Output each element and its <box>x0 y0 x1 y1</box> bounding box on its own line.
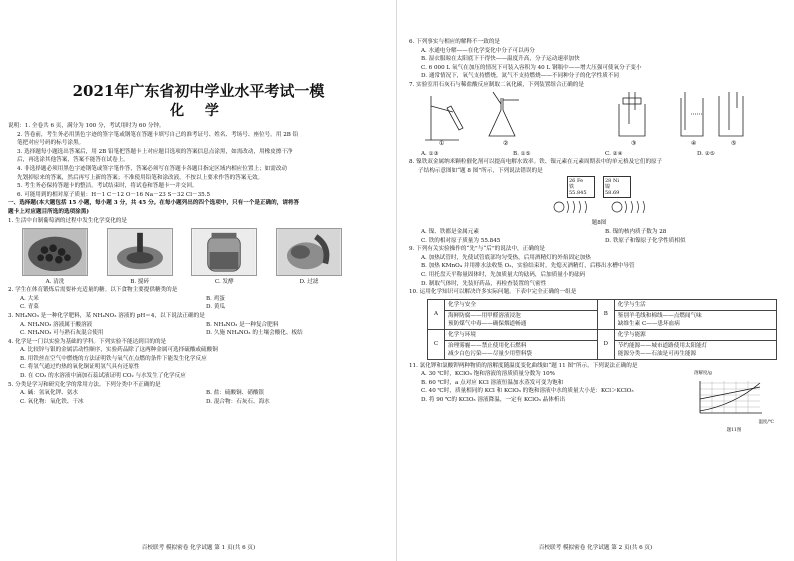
page-right <box>397 0 794 561</box>
option-b[interactable]: B. ①⑤ <box>513 150 531 157</box>
q2-stem: 2. 学生在体育锻炼后需要补充适量的糖。以下食物主要提供糖类的是 <box>8 287 178 294</box>
instructions <box>8 122 392 406</box>
q5-stem: 5. 分类是学习和研究化学的常用方法。下列分类中不正确的是 <box>8 381 161 388</box>
option-a[interactable]: A. 比较锌与银的金属活动性顺序，实验药品除了这两种金属可选择硫酸或硫酸铜 <box>20 347 218 354</box>
option-b[interactable]: B. 60 ℃时，a 点对应 KCl 溶液恒温加水蒸发可变为饱和 <box>421 379 564 386</box>
option-a[interactable]: A. ①③ <box>421 150 439 157</box>
instruction-line: 5. 考生务必保持答题卡的整洁。考试结束时，将试卷和答题卡一并交回。 <box>17 183 198 190</box>
instruction-line: 说明：1. 全卷共 6 页，满分为 100 分，考试用时为 60 分钟。 <box>8 123 165 129</box>
atomic-structure-diagram <box>419 199 779 215</box>
solubility-curve <box>694 379 764 415</box>
option-d[interactable]: D. 混合物：石灰石、海水 <box>206 398 270 405</box>
option-d[interactable]: D. 黄瓜 <box>206 304 226 311</box>
element-cell-ni <box>603 176 631 198</box>
solubility-chart <box>694 370 774 436</box>
instruction-line: 6. 可能用到的相对原子质量：H－1 C－12 O－16 Na－23 S－32 Cl－35.5 <box>17 191 211 198</box>
q11-options <box>409 370 694 436</box>
instruction-line: 笔把对应号码的标号涂黑。 <box>17 140 85 147</box>
q7-stem: 7. 实验室用石灰石与稀盐酸反应制取二氧化碳，下列装置组合正确的是 <box>409 81 584 88</box>
instruction-line: 3. 选择题每小题选出答案后，用 2B 铅笔把答题卡上对应题目选项的答案信息点涂黑，如需改动，用橡皮擦干净 <box>17 148 293 155</box>
right-questions <box>409 38 789 436</box>
table-line: 治理雾霾——禁止使用化石燃料 <box>448 342 527 349</box>
option-c[interactable]: C. 青菜 <box>20 304 39 311</box>
option-b[interactable]: B. 加热 KMnO₄ 并用排水法收集 O₂，实验结束时，先熄灭酒精灯，后移出水槽中导管 <box>421 263 635 270</box>
table-line: 能源分类——石油是可再生能源 <box>617 350 697 357</box>
q10-stem: 10. 运用化学知识可以解决许多实际问题。下表中完全正确的一组是 <box>409 289 577 296</box>
chart-xlabel: 温度/℃ <box>758 419 774 425</box>
option-c[interactable]: C. 将氢气通过灼热的氧化铜证明氢气具有还原性 <box>20 364 140 371</box>
option-a[interactable]: A. 碱：氢氧化钾、氨水 <box>20 390 78 397</box>
q1-options <box>22 278 342 286</box>
option-d[interactable]: D. 铁原子和镍原子化学性质相似 <box>605 237 686 244</box>
instruction-line: 4. 非选择题必须用黑色字迹钢笔或签字笔作答，答案必须写在答题卡各题目指定区域内相应位置上；如需改动 <box>17 165 288 172</box>
option-c[interactable]: C. 用托盘天平称量固体时，先加质量大的砝码，后加质量小的砝码 <box>421 271 586 278</box>
q3-options-row <box>8 329 392 338</box>
q3-options-row <box>8 321 392 330</box>
element-name: 铁 <box>569 184 575 191</box>
table-cell-heading: 化学与环境 <box>445 329 598 340</box>
option-a[interactable]: A. 清洗 <box>45 279 65 286</box>
table-cell <box>614 340 776 359</box>
q8-fig-caption: 题8图 <box>591 220 607 227</box>
option-b[interactable]: B. 鸡蛋 <box>206 295 225 302</box>
table-cell-heading: 化学与能源 <box>614 329 776 340</box>
chart-fig-caption: 题11图 <box>726 428 742 434</box>
page-footer: 百校联考 模拟密卷 化学试题 第 1 页(共 6 页) <box>141 545 256 551</box>
option-d[interactable]: D. 在 CO₂ 的水溶液中滴加石蕊试液证明 CO₂ 与水发生了化学反应 <box>20 373 186 380</box>
q11-body <box>409 370 789 436</box>
apparatus-figure <box>419 90 779 146</box>
table-cell-heading: 化学与安全 <box>445 299 598 310</box>
table-line: 节约能源——城市道路使用太阳能灯 <box>617 342 708 349</box>
q5-options-row <box>8 389 392 398</box>
option-b[interactable]: B. 搅碎 <box>130 279 150 286</box>
option-d[interactable]: D. 制取气体时，先装好药品，再检查装置的气密性 <box>421 280 547 287</box>
table-line: 鉴别羊毛线和棉线——点燃闻气味 <box>617 312 702 319</box>
table-cell <box>445 340 598 359</box>
option-d[interactable]: D. ②⑤ <box>697 150 715 157</box>
table-line: 海鲜防腐——用甲醛溶液浸泡 <box>448 312 521 319</box>
chart-ylabel: 溶解度/g <box>694 371 712 377</box>
option-a[interactable]: A. 30 ℃时，KClO₃ 饱和溶液的溶质质量分数为 10% <box>421 371 555 378</box>
table-cell <box>614 310 776 329</box>
element-name: 镍 <box>605 184 611 191</box>
table-line: 预防煤气中毒——确保烟道畅通 <box>448 320 527 327</box>
apparatus-label: ③ <box>631 139 637 146</box>
atomic-mass: 55.845 <box>569 190 587 197</box>
section-heading: 一、选择题(本大题包括 15 小题，每小题 3 分，共 45 分。在每小题列出的四个选项中，只有一个是正确的，请将答 <box>8 200 300 207</box>
q5-options-row <box>8 398 392 407</box>
q2-options-row <box>8 295 392 304</box>
atomic-mass: 58.69 <box>605 190 620 197</box>
option-a[interactable]: A <box>428 299 445 329</box>
table-line: 缺维生素 C——患坏血病 <box>617 320 680 327</box>
option-c[interactable]: C. 铁的相对原子质量为 55.845 <box>421 237 501 244</box>
option-d[interactable]: D. 过滤 <box>299 279 319 286</box>
option-b[interactable]: B. 湿衣服晾在太阳底下干得快——温度升高，分子运动速率加快 <box>421 56 580 63</box>
table-cell <box>445 310 598 329</box>
option-c[interactable]: C. 发酵 <box>214 279 234 286</box>
option-a[interactable]: A. 水通电分解——在化学变化中分子可以再分 <box>421 47 535 54</box>
q8-stem-cont: 子结构示意图如“题 8 图”所示，下列说法错误的是 <box>418 167 543 174</box>
q8-options-row <box>409 237 789 246</box>
apparatus-label: ⑤ <box>731 139 737 146</box>
table-line: 减少白色污染——尽量少用塑料袋 <box>448 350 532 357</box>
q2-options-row <box>8 303 392 312</box>
option-c[interactable]: C. ②④ <box>605 150 623 157</box>
element-symbol: Ni <box>612 178 619 185</box>
option-d[interactable]: D. 通常情况下，氧气支持燃烧，氮气不支持燃烧——不同种分子的化学性质不同 <box>421 73 620 80</box>
option-b[interactable]: B. 镍的核内质子数为 28 <box>605 228 667 235</box>
instruction-line: 后，再选涂其他答案，答案不能答在试卷上。 <box>17 157 129 164</box>
q8-stem: 8. 镍铁双金属纳米颗粒催化剂可以提高电解水效率。铁、镍元素在元素周期表中的单元格及它们的原子 <box>409 159 663 166</box>
option-c[interactable]: C. 40 ℃时，质量相同的 KCl 和 KClO₃ 的饱和溶液中水的质量大小是：KCl＞KClO₃ <box>421 388 634 395</box>
option-a[interactable]: A. 镍、铁都是金属元素 <box>421 228 479 235</box>
instruction-line: 先划掉原来的答案，然后再写上新的答案；不准使用铅笔和涂改液。不按以上要求作答的答案无效。 <box>17 174 264 181</box>
apparatus-label: ② <box>503 139 509 146</box>
option-c[interactable]: C. NH₄NO₃ 可与熟石灰混合使用 <box>20 330 104 337</box>
q1-stem: 1. 生活中自制葡萄酒的过程中发生化学变化的是 <box>8 217 127 224</box>
washing-grapes-image <box>22 228 88 276</box>
option-c[interactable]: C. 6 000 L 氧气在加压的情况下可装入容积为 40 L 钢瓶中——增大压强可使氧分子变小 <box>421 64 642 71</box>
option-c[interactable]: C <box>428 329 445 359</box>
option-d[interactable]: D. 将 90 ℃的 KClO₃ 溶液降温，一定有 KClO₃ 晶体析出 <box>421 397 566 404</box>
exam-title: 2021年广东省初中学业水平考试一模 <box>72 82 325 100</box>
q11-stem: 11. 氯化钾和氯酸钾两种物质的溶解度随温度变化曲线如“题 11 图”所示。下列说法正确的是 <box>409 362 638 369</box>
element-cell-fe <box>567 176 595 198</box>
option-b[interactable]: B <box>597 299 614 329</box>
element-cells <box>409 176 789 198</box>
apparatus-label: ④ <box>691 139 697 146</box>
crushing-image <box>107 228 173 276</box>
page-footer: 百校联考 模拟密卷 化学试题 第 2 页(共 6 页) <box>538 545 653 551</box>
apparatus-label: ① <box>439 139 445 146</box>
filtering-image <box>276 228 342 276</box>
instruction-line: 2. 答卷前，考生务必用黑色字迹的签字笔或钢笔在答题卡填写自己的准考证号、姓名、考场号、座位号。用 2B 铅 <box>17 131 299 138</box>
option-a[interactable]: A. 大米 <box>20 295 39 302</box>
option-b[interactable]: B. 盐：硫酸铜、硝酸银 <box>206 390 265 397</box>
atomic-number: 26 <box>569 178 576 185</box>
element-symbol: Fe <box>576 178 584 185</box>
q4-stem: 4. 化学是一门以实验为基础的学科。下列实验不能达到目的的是 <box>8 338 167 345</box>
option-a[interactable]: A. 加热试管时，先使试管底部均匀受热，后用酒精灯的外焰固定加热 <box>421 254 591 261</box>
q6-stem: 6. 下列事实与相应的解释不一致的是 <box>409 39 501 45</box>
fermenting-jar-image <box>191 228 257 276</box>
q9-stem: 9. 下列有关实验操作的“先”与“后”的说法中，正确的是 <box>409 246 546 253</box>
atomic-number: 28 <box>605 178 612 185</box>
section-heading-cont: 题卡上对应题目所选的选项涂黑) <box>8 208 89 215</box>
option-b[interactable]: B. 用铁丝在空气中燃烧的方法证明铁与氧气在点燃的条件下能发生化学反应 <box>20 355 207 362</box>
table-cell-heading: 化学与生活 <box>614 299 776 310</box>
q10-table <box>427 299 777 360</box>
exam-subject: 化 学 <box>170 103 227 119</box>
q1-images <box>22 228 342 276</box>
q7-options-row <box>409 150 789 159</box>
option-b[interactable]: B. NH₄NO₃ 是一种复合肥料 <box>206 321 279 328</box>
option-a[interactable]: A. NH₄NO₃ 溶液属于酸溶液 <box>20 321 93 328</box>
option-c[interactable]: C. 氧化物：氧化铁、干冰 <box>20 398 84 405</box>
q8-options-row <box>409 228 789 237</box>
q3-stem: 3. NH₄NO₃ 是一种化学肥料，某 NH₄NO₃ 溶液的 pH＝4，以下说法正确的是 <box>8 312 205 319</box>
option-d[interactable]: D. 久施 NH₄NO₃ 的土壤会酸化、板结 <box>206 330 303 337</box>
option-d[interactable]: D <box>597 329 614 359</box>
